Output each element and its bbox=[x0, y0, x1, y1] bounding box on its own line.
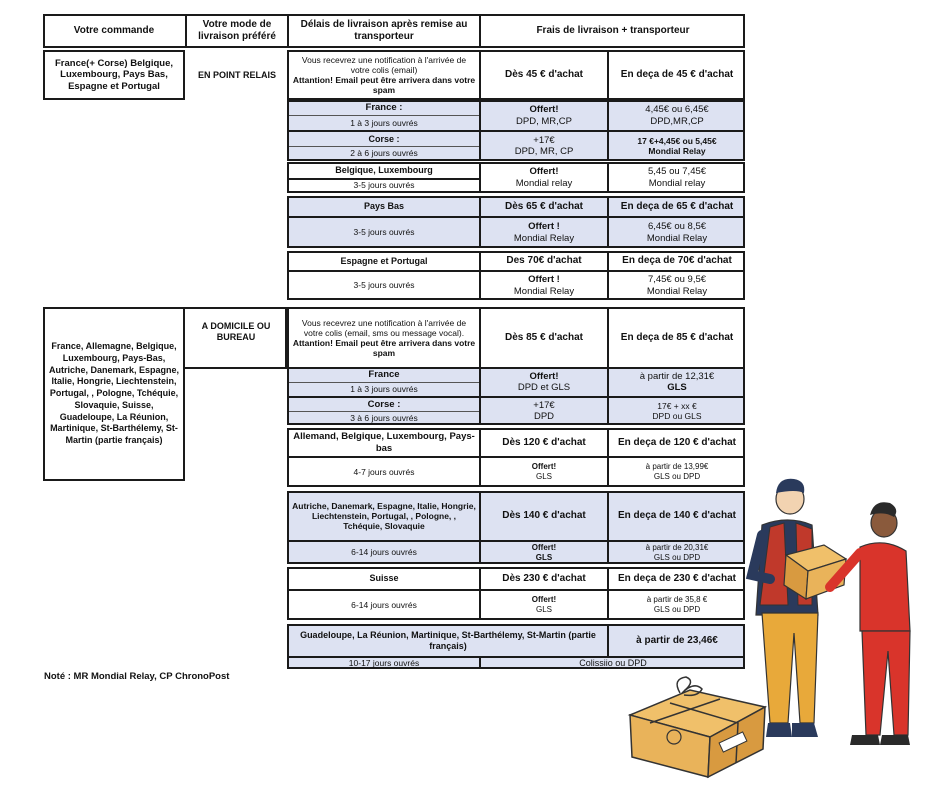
relais-france-free-label: Offert! bbox=[529, 104, 559, 116]
domicile-eu-below: En deça de 140 € d'achat bbox=[618, 510, 736, 521]
relais-nl-free-carrier: Mondial Relay bbox=[513, 232, 575, 244]
relais-france-free-carriers: DPD, MR,CP bbox=[516, 115, 572, 127]
domicile-corse-extra bbox=[481, 398, 607, 424]
relais-nl-free-label: Offert ! bbox=[528, 221, 560, 233]
domicile-de-free-carrier: GLS bbox=[535, 472, 552, 481]
domicile-eu-free bbox=[481, 542, 607, 563]
relais-france-free bbox=[481, 101, 607, 130]
domicile-ch-free bbox=[481, 591, 607, 619]
relais-corse-price-carriers: Mondial Relay bbox=[648, 146, 706, 156]
domicile-corse-delay: 3 à 6 jours ouvrés bbox=[350, 412, 418, 423]
domicile-france-delay: 1 à 3 jours ouvrés bbox=[350, 384, 418, 395]
relais-notice-plain: Vous recevrez une notification à l'arrivée de votre colis (email) bbox=[301, 54, 467, 75]
relais-belux-free-label: Offert! bbox=[529, 166, 559, 178]
domicile-de-free-label: Offert! bbox=[531, 462, 557, 472]
relais-es-name: Espagne et Portugal bbox=[340, 255, 428, 266]
relais-es-price-value: 7,45€ ou 9,5€ bbox=[647, 274, 707, 286]
courier-man bbox=[752, 479, 818, 737]
relais-es-threshold: Des 70€ d'achat bbox=[506, 255, 582, 266]
relais-mode: EN POINT RELAIS bbox=[197, 69, 276, 80]
domicile-threshold: Dès 85 € d'achat bbox=[505, 332, 583, 343]
relais-corse-extra bbox=[481, 132, 607, 160]
relais-corse-extra-carriers: DPD, MR, CP bbox=[514, 146, 574, 157]
domicile-corse-extra-carrier: DPD bbox=[533, 411, 555, 422]
domicile-ch-price-carriers: GLS ou DPD bbox=[653, 605, 701, 614]
domicile-corse-name: Corse : bbox=[367, 398, 401, 410]
customer-person bbox=[830, 502, 910, 745]
relais-threshold: Dès 45 € d'achat bbox=[505, 69, 583, 80]
domicile-corse-price bbox=[609, 398, 745, 424]
domicile-corse-extra-value: +17€ bbox=[533, 399, 555, 411]
domicile-eu-free-carrier: GLS bbox=[535, 552, 553, 562]
domicile-france-price-carrier: GLS bbox=[667, 382, 687, 393]
relais-belux-price-carrier: Mondial relay bbox=[648, 177, 706, 189]
domicile-de-free bbox=[481, 458, 607, 486]
relais-belux-delay: 3-5 jours ouvrés bbox=[353, 180, 415, 191]
relais-belux-price-value: 5,45 ou 7,45€ bbox=[647, 166, 707, 178]
domicile-dom-name: Guadeloupe, La Réunion, Martinique, St-Barthélemy, St-Martin (partie français) bbox=[300, 629, 596, 651]
domicile-mode: A DOMICILE OU BUREAU bbox=[201, 321, 271, 342]
domicile-de-below: En deça de 120 € d'achat bbox=[618, 436, 736, 448]
domicile-notice bbox=[289, 308, 479, 368]
domicile-de-price-value: à partir de 13,99€ bbox=[645, 462, 709, 472]
relais-nl-free bbox=[481, 218, 607, 247]
domicile-ch-delay: 6-14 jours ouvrés bbox=[351, 599, 417, 610]
relais-notice bbox=[289, 51, 479, 99]
relais-nl-delay: 3-5 jours ouvrés bbox=[353, 227, 415, 238]
relais-belux-name: Belgique, Luxembourg bbox=[335, 165, 433, 176]
relais-nl-price bbox=[609, 218, 745, 247]
relais-es-price bbox=[609, 272, 745, 299]
delivery-illustration bbox=[620, 475, 935, 785]
relais-belux-price bbox=[609, 163, 745, 192]
header-mode: Votre mode de livraison préféré bbox=[198, 19, 276, 42]
domicile-france-free-carriers: DPD et GLS bbox=[517, 382, 571, 393]
relais-corse-extra-value: +17€ bbox=[533, 134, 555, 146]
relais-france-delay: 1 à 3 jours ouvrés bbox=[350, 117, 418, 128]
relais-france-price bbox=[609, 101, 745, 130]
domicile-france-name: France bbox=[368, 369, 400, 381]
domicile-dom-carriers: Colissiio ou DPD bbox=[579, 657, 647, 668]
domicile-eu-price-carriers: GLS ou DPD bbox=[653, 552, 701, 562]
domicile-de-price-carriers: GLS ou DPD bbox=[653, 472, 701, 481]
domicile-notice-bold: Attantion! Email peut être arrivera dans votre spam bbox=[292, 338, 476, 359]
relais-nl-price-value: 6,45€ ou 8,5€ bbox=[647, 221, 707, 233]
footnote: Noté : MR Mondial Relay, CP ChronoPost bbox=[44, 671, 230, 682]
domicile-eu-free-label: Offert! bbox=[531, 542, 557, 552]
domicile-ch-name: Suisse bbox=[369, 573, 399, 584]
relais-belux-free bbox=[481, 163, 607, 192]
domicile-de-delay: 4-7 jours ouvrés bbox=[353, 466, 415, 477]
domicile-france-price bbox=[609, 368, 745, 396]
relais-nl-below: En deça de 65 € d'achat bbox=[620, 200, 734, 212]
relais-corse-price bbox=[609, 132, 745, 160]
parcel-icon bbox=[630, 677, 765, 777]
domicile-notice-plain: Vous recevrez une notification à l'arrivée de votre colis (email, sms ou message vocal). bbox=[301, 317, 467, 338]
relais-es-free-carrier: Mondial Relay bbox=[513, 285, 575, 297]
relais-france-price-value: 4,45€ ou 6,45€ bbox=[645, 104, 709, 116]
domicile-ch-price-value: à partir de 35,8 € bbox=[646, 595, 708, 605]
relais-nl-name: Pays Bas bbox=[363, 201, 405, 212]
relais-nl-threshold: Dès 65 € d'achat bbox=[505, 200, 583, 212]
domicile-france-free bbox=[481, 368, 607, 396]
domicile-ch-below: En deça de 230 € d'achat bbox=[618, 572, 736, 584]
domicile-ch-free-label: Offert! bbox=[531, 595, 557, 605]
domicile-dom-price: à partir de 23,46€ bbox=[636, 634, 718, 646]
domicile-ch-threshold: Dès 230 € d'achat bbox=[502, 572, 586, 584]
domicile-countries: France, Allemagne, Belgique, Luxembourg, Pays-Bas, Autriche, Danemark, Espagne, Italie, Hongrie, Liechtenstein, Portugal, , Pologne, Tchéquie, Slovaquie, Suisse, Guadeloupe, La Réunion, Martinique, St-Barthélemy, St-Martin (partie français) bbox=[48, 341, 180, 445]
relais-corse-price-value: 17 €+4,45€ ou 5,45€ bbox=[637, 135, 717, 146]
domicile-corse-price-carriers: DPD ou GLS bbox=[652, 411, 702, 421]
relais-notice-bold: Attantion! Email peut être arrivera dans votre spam bbox=[292, 75, 476, 96]
relais-belux-free-carrier: Mondial relay bbox=[515, 177, 573, 189]
domicile-ch-free-carrier: GLS bbox=[535, 605, 552, 614]
relais-es-free-label: Offert ! bbox=[528, 274, 560, 286]
header-delais: Délais de livraison après remise au transporteur bbox=[300, 19, 468, 42]
domicile-eu-threshold: Dès 140 € d'achat bbox=[502, 510, 586, 521]
domicile-france-price-value: à partir de 12,31€ bbox=[639, 370, 715, 382]
domicile-de-name: Allemand, Belgique, Luxembourg, Pays-bas bbox=[293, 431, 475, 454]
relais-nl-price-carrier: Mondial Relay bbox=[646, 232, 708, 244]
domicile-below: En deça de 85 € d'achat bbox=[620, 332, 734, 343]
relais-es-price-carrier: Mondial Relay bbox=[646, 285, 708, 297]
relais-es-below: En deça de 70€ d'achat bbox=[622, 255, 732, 266]
relais-france-name: France : bbox=[365, 102, 403, 114]
relais-es-free bbox=[481, 272, 607, 299]
domicile-dom-delay: 10-17 jours ouvrés bbox=[348, 657, 420, 668]
domicile-eu-delay: 6-14 jours ouvrés bbox=[351, 547, 417, 558]
relais-corse-name: Corse : bbox=[368, 133, 400, 144]
domicile-eu-name: Autriche, Danemark, Espagne, Italie, Hongrie, Liechtenstein, Portugal, , Pologne, , Tchéquie, Slovaquie bbox=[292, 500, 476, 532]
relais-countries: France(+ Corse) Belgique, Luxembourg, Pays Bas, Espagne et Portugal bbox=[55, 57, 173, 92]
domicile-de-threshold: Dès 120 € d'achat bbox=[502, 436, 586, 448]
relais-france-price-carriers: DPD,MR,CP bbox=[650, 115, 704, 127]
domicile-corse-price-value: 17€ + xx € bbox=[657, 400, 697, 411]
domicile-france-free-label: Offert! bbox=[529, 370, 559, 382]
domicile-eu-price-value: à partir de 20,31€ bbox=[645, 542, 709, 552]
header-commande: Votre commande bbox=[73, 25, 155, 36]
relais-es-delay: 3-5 jours ouvrés bbox=[353, 280, 415, 291]
header-frais: Frais de livraison + transporteur bbox=[536, 25, 690, 36]
relais-below: En deça de 45 € d'achat bbox=[620, 69, 734, 80]
relais-corse-delay: 2 à 6 jours ouvrés bbox=[350, 148, 418, 159]
